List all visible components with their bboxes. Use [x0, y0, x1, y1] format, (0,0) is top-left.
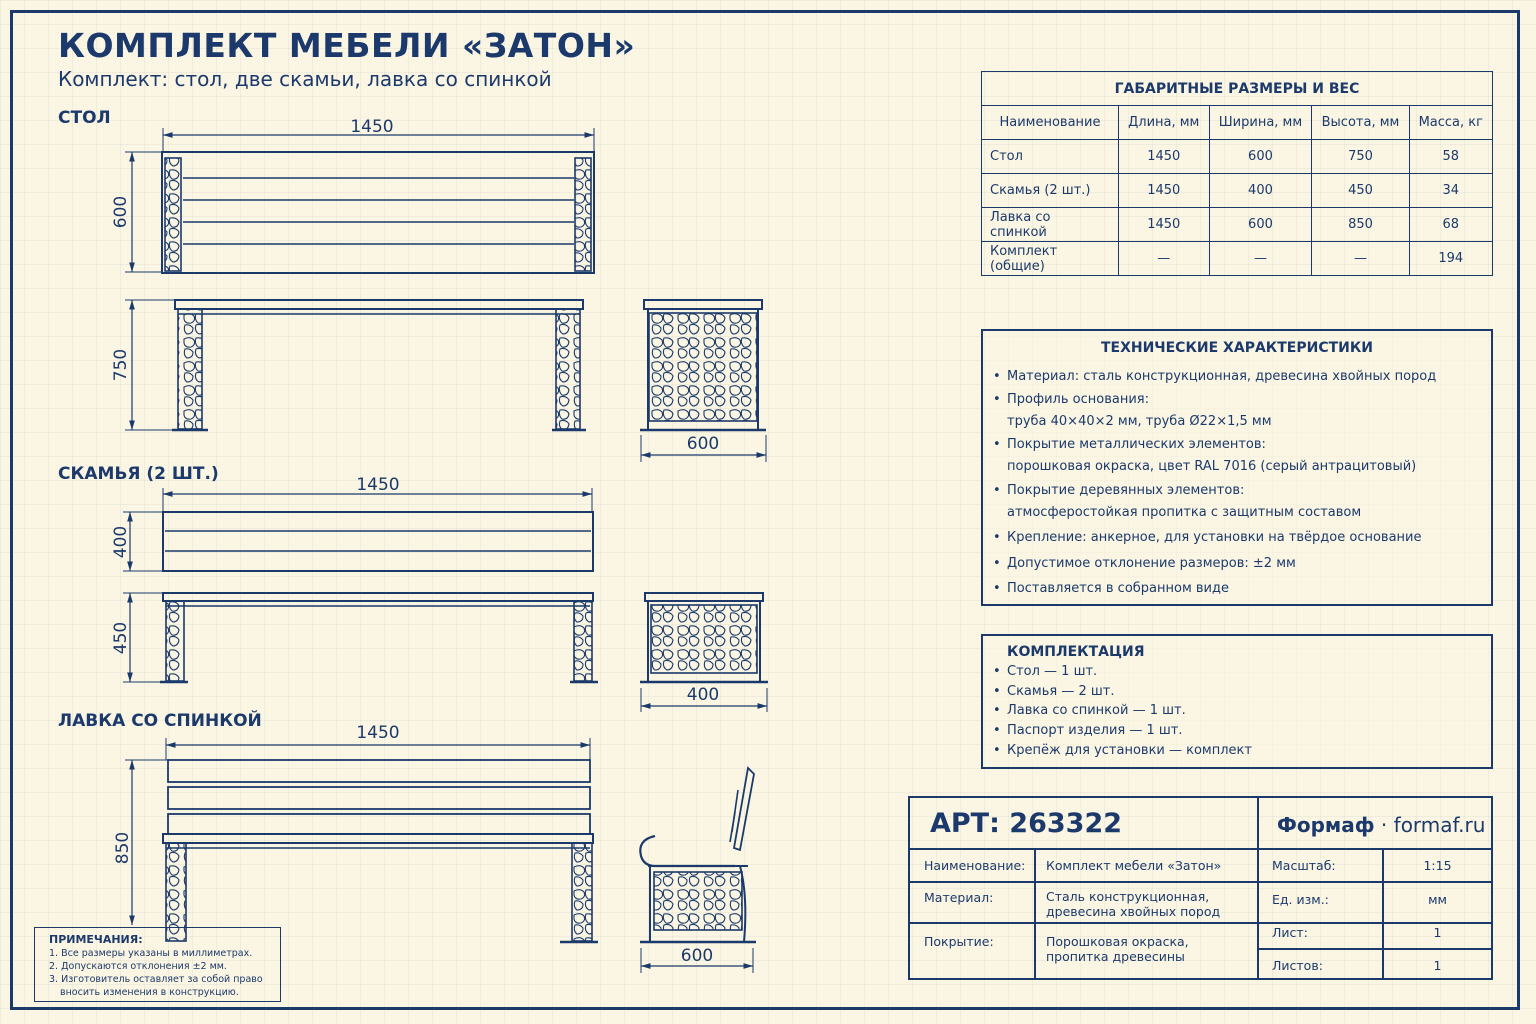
dimensions-table-title: ГАБАРИТНЫЕ РАЗМЕРЫ И ВЕС	[982, 72, 1493, 106]
table-top-view	[125, 128, 594, 273]
note-line: 2. Допускаются отклонения ±2 мм.	[49, 961, 227, 972]
table-row	[982, 174, 1493, 208]
backbench-side-view	[640, 768, 756, 973]
page-subtitle: Комплект: стол, две скамьи, лавка со спинкой	[58, 67, 552, 91]
dimensions-table	[981, 71, 1493, 276]
material-label: Материал:	[924, 890, 994, 905]
row-height: 750	[1312, 140, 1409, 174]
coating-value: Порошковая окраска, пропитка древесины	[1046, 934, 1189, 964]
page-title: КОМПЛЕКТ МЕБЕЛИ «ЗАТОН»	[58, 26, 636, 65]
name-value: Комплект мебели «Затон»	[1046, 858, 1222, 873]
title-block	[908, 796, 1493, 980]
row-height: 850	[1312, 208, 1409, 242]
header-cell: Высота, мм	[1312, 106, 1409, 140]
brand-site: formaf.ru	[1393, 813, 1486, 837]
note-line: 1. Все размеры указаны в миллиметрах.	[49, 948, 253, 959]
row-length: —	[1119, 242, 1210, 276]
header-cell: Длина, мм	[1119, 106, 1210, 140]
note-line: 3. Изготовитель оставляет за собой право	[49, 974, 263, 985]
unit-label: Ед. изм.:	[1272, 892, 1329, 907]
table-row	[982, 208, 1493, 242]
list-item: • Скамья — 2 шт.	[993, 682, 1481, 702]
list-item: • Стол — 1 шт.	[993, 662, 1481, 682]
list-item-continuation: труба 40×40×2 мм, труба Ø22×1,5 мм	[1007, 414, 1272, 429]
header-cell: Наименование	[982, 106, 1119, 140]
section-backbench-heading: ЛАВКА СО СПИНКОЙ	[58, 711, 262, 731]
section-table-heading: СТОЛ	[58, 108, 111, 128]
dim-bench-height: 450	[111, 621, 131, 655]
row-mass: 194	[1409, 242, 1492, 276]
row-width: 600	[1209, 208, 1312, 242]
list-item: • Допустимое отклонение размеров: ±2 мм	[993, 553, 1481, 576]
article-number: АРТ: 263322	[930, 808, 1123, 839]
row-length: 1450	[1119, 174, 1210, 208]
row-height: 450	[1312, 174, 1409, 208]
bench-front-view	[123, 593, 598, 682]
dim-table-width: 600	[111, 195, 131, 229]
table-row	[982, 242, 1493, 276]
row-mass: 68	[1409, 208, 1492, 242]
row-mass: 58	[1409, 140, 1492, 174]
sheet-value: 1	[1433, 925, 1442, 940]
note-line: вносить изменения в конструкцию.	[60, 987, 239, 998]
dim-table-side-width: 600	[686, 434, 720, 454]
sheets-value: 1	[1433, 958, 1442, 973]
list-item: • Крепёж для установки — комплект	[993, 741, 1481, 761]
notes-box	[34, 927, 281, 1002]
list-item: • Покрытие металлических элементов: порошковая окраска, цвет RAL 7016 (серый антрацитовый)	[993, 434, 1481, 479]
unit-value: мм	[1428, 892, 1447, 907]
row-name: Стол	[982, 140, 1119, 174]
row-mass: 34	[1409, 174, 1492, 208]
list-item: • Паспорт изделия — 1 шт.	[993, 721, 1481, 741]
table-row	[982, 140, 1493, 174]
dim-backbench-height: 850	[113, 831, 133, 865]
brand-line: Формаф · formaf.ru	[1277, 813, 1486, 837]
row-width: 400	[1209, 174, 1312, 208]
list-item: • Материал: сталь конструкционная, древесина хвойных пород	[993, 366, 1481, 389]
list-item: • Профиль основания: труба 40×40×2 мм, труба Ø22×1,5 мм	[993, 389, 1481, 434]
scale-label: Масштаб:	[1272, 858, 1336, 873]
dim-bench-length: 1450	[356, 475, 400, 495]
header-cell: Ширина, мм	[1209, 106, 1312, 140]
list-item: • Покрытие деревянных элементов: атмосферостойкая пропитка с защитным составом	[993, 480, 1481, 525]
brand-name: Формаф	[1277, 813, 1375, 837]
kit-list	[993, 662, 1481, 761]
row-length: 1450	[1119, 140, 1210, 174]
notes-title: ПРИМЕЧАНИЯ:	[49, 933, 143, 946]
list-item: • Лавка со спинкой — 1 шт.	[993, 701, 1481, 721]
row-name: Комплект (общие)	[982, 242, 1119, 276]
kit-panel	[981, 634, 1493, 769]
section-bench-heading: СКАМЬЯ (2 ШТ.)	[58, 464, 219, 484]
backbench-front-view	[125, 738, 598, 942]
dim-backbench-length: 1450	[356, 723, 400, 743]
dim-table-height: 750	[111, 348, 131, 382]
row-width: 600	[1209, 140, 1312, 174]
tech-specs-list	[993, 366, 1481, 600]
dim-table-length: 1450	[350, 117, 394, 137]
coating-label: Покрытие:	[924, 934, 994, 949]
table-front-view	[125, 300, 586, 430]
header-cell: Масса, кг	[1409, 106, 1492, 140]
row-length: 1450	[1119, 208, 1210, 242]
row-name: Скамья (2 шт.)	[982, 174, 1119, 208]
sheets-label: Листов:	[1272, 958, 1323, 973]
list-item: • Крепление: анкерное, для установки на твёрдое основание	[993, 527, 1481, 550]
sheet-label: Лист:	[1272, 925, 1308, 940]
dim-bench-side-width: 400	[686, 685, 720, 705]
list-item-continuation: атмосферостойкая пропитка с защитным составом	[1007, 505, 1362, 520]
row-width: —	[1209, 242, 1312, 276]
scale-value: 1:15	[1423, 858, 1452, 873]
dimensions-table-header	[982, 106, 1493, 140]
name-label: Наименование:	[924, 858, 1026, 873]
kit-title: КОМПЛЕКТАЦИЯ	[1007, 644, 1145, 660]
row-height: —	[1312, 242, 1409, 276]
row-name: Лавка со спинкой	[982, 208, 1119, 242]
tech-specs-title: ТЕХНИЧЕСКИЕ ХАРАКТЕРИСТИКИ	[1100, 340, 1374, 356]
list-item-continuation: порошковая окраска, цвет RAL 7016 (серый антрацитовый)	[1007, 459, 1417, 474]
material-value: Сталь конструкционная, древесина хвойных пород	[1046, 889, 1221, 919]
bench-top-view	[123, 488, 593, 571]
list-item: • Поставляется в собранном виде	[993, 578, 1481, 601]
dim-bench-width: 400	[111, 525, 131, 559]
tech-specs-panel	[981, 329, 1493, 606]
dim-backbench-side-width: 600	[680, 946, 714, 966]
